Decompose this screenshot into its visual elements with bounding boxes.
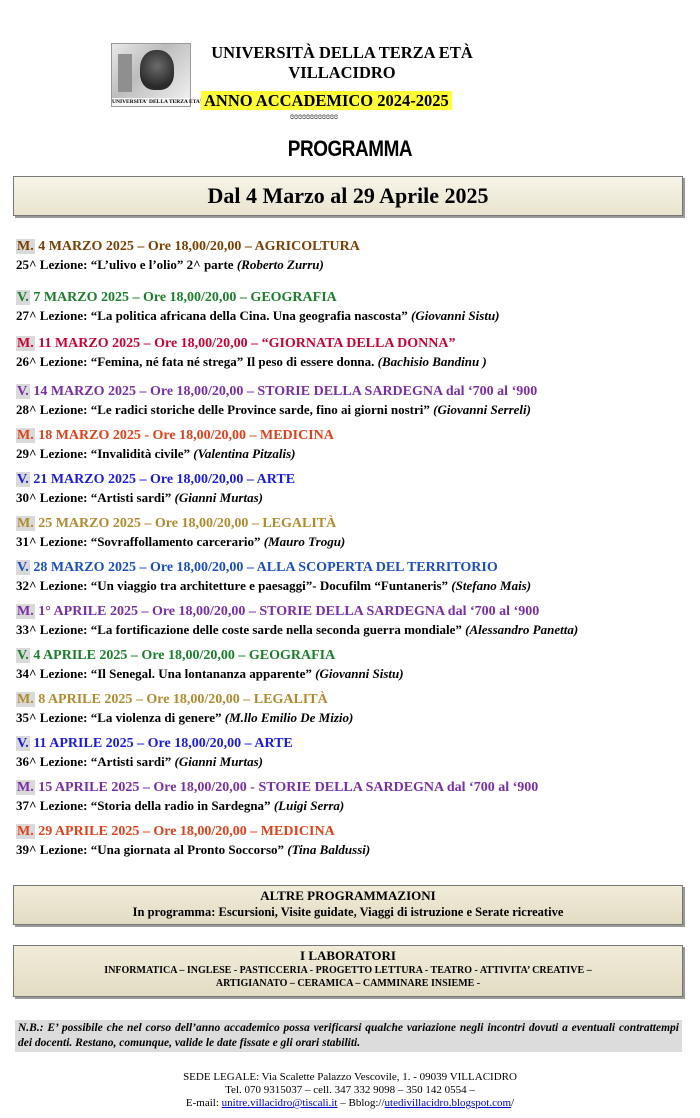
lesson-date-topic: 4 MARZO 2025 – Ore 18,00/20,00 – AGRICOLTURA — [34, 239, 360, 254]
lesson-date-line — [16, 647, 688, 665]
labs-title: I LABORATORI — [300, 948, 396, 963]
university-logo — [111, 43, 202, 107]
blog-label: – Bblog:// — [337, 1097, 385, 1109]
lesson-title: 30^ Lezione: “Artisti sardi” — [16, 490, 175, 505]
lesson-title: 37^ Lezione: “Storia della radio in Sardegna” — [16, 798, 274, 813]
weekday-label: V. — [17, 648, 29, 663]
lesson-date-line — [16, 823, 688, 841]
lesson-title-line — [16, 307, 688, 325]
lesson-date-line — [16, 427, 688, 445]
period-banner: Dal 4 Marzo al 29 Aprile 2025 — [13, 176, 683, 216]
logo-portrait — [140, 50, 174, 90]
lesson-title-line — [16, 577, 688, 595]
footer-address: SEDE LEGALE: Via Scalette Palazzo Vescovile, 1. - 09039 VILLACIDRO — [183, 1071, 517, 1083]
lesson-date-line — [16, 603, 688, 621]
weekday-label: V. — [17, 472, 29, 487]
weekday-label: V. — [17, 290, 29, 305]
weekday-label: M. — [17, 604, 34, 619]
lesson-title: 35^ Lezione: “La violenza di genere” — [16, 710, 225, 725]
lesson-date-topic: 4 APRILE 2025 – Ore 18,00/20,00 – GEOGRAFIA — [29, 648, 336, 663]
lesson-date-line — [16, 559, 688, 577]
lesson-date-line — [16, 335, 688, 353]
lesson-teacher: (Bachisio Bandinu ) — [377, 354, 487, 369]
program-title: PROGRAMMA — [287, 136, 413, 161]
lesson-teacher: (Gianni Murtas) — [174, 754, 263, 769]
lesson-title-line — [16, 401, 688, 419]
lesson-date-topic: 21 MARZO 2025 – Ore 18,00/20,00 – ARTE — [29, 472, 296, 487]
lesson-title-line — [16, 533, 688, 551]
lesson-date-topic: 8 APRILE 2025 – Ore 18,00/20,00 – LEGALITÀ — [34, 692, 328, 707]
other-programs-title: ALTRE PROGRAMMAZIONI — [260, 888, 436, 903]
lesson-date-line — [16, 383, 688, 401]
lesson-title-line — [16, 621, 688, 639]
lesson-entry — [16, 559, 688, 595]
labs-line-2: ARTIGIANATO – CERAMICA – CAMMINARE INSIEME - — [215, 978, 481, 989]
weekday-label: V. — [17, 560, 29, 575]
lesson-date-line — [16, 238, 688, 256]
footer — [0, 1071, 700, 1110]
lesson-title: 33^ Lezione: “La fortificazione delle coste sarde nella seconda guerra mondiale” — [16, 622, 466, 637]
lesson-title: 36^ Lezione: “Artisti sardi” — [16, 754, 175, 769]
academic-year: ANNO ACCADEMICO 2024-2025 — [201, 91, 452, 110]
lesson-title-line — [16, 353, 688, 371]
lesson-date-topic: 14 MARZO 2025 – Ore 18,00/20,00 – STORIE DELLA SARDEGNA dal ‘700 al ‘900 — [29, 384, 538, 399]
lesson-date-line — [16, 471, 688, 489]
university-name: UNIVERSITÀ DELLA TERZA ETÀ — [211, 43, 473, 62]
lesson-date-topic: 7 MARZO 2025 – Ore 18,00/20,00 – GEOGRAFIA — [29, 290, 337, 305]
email-link[interactable]: unitre.villacidro@tiscali.it — [221, 1097, 338, 1109]
lesson-title: 27^ Lezione: “La politica africana della Cina. Una geografia nascosta” — [16, 308, 412, 323]
weekday-label: V. — [17, 736, 29, 751]
other-programs-text: In programma: Escursioni, Visite guidate, Viaggi di istruzione e Serate ricreative — [132, 905, 564, 919]
weekday-label: M. — [17, 516, 34, 531]
lesson-teacher: (Giovanni Sistu) — [411, 308, 500, 323]
footer-phones: Tel. 070 9315037 – cell. 347 332 9098 – 350 142 0554 – — [225, 1084, 475, 1096]
lesson-date-line — [16, 289, 688, 307]
weekday-label: M. — [17, 428, 34, 443]
lesson-title-line — [16, 489, 688, 507]
lesson-title-line — [16, 841, 688, 859]
city-name: VILLACIDRO — [288, 63, 396, 82]
logo-pillar — [118, 54, 132, 92]
lesson-title-line — [16, 256, 688, 274]
blog-link[interactable]: utedivillacidro.blogspot.com — [384, 1097, 512, 1109]
lesson-date-topic: 11 APRILE 2025 – Ore 18,00/20,00 – ARTE — [29, 736, 293, 751]
lesson-date-topic: 18 MARZO 2025 - Ore 18,00/20,00 – MEDICINA — [34, 428, 334, 443]
lesson-teacher: (Roberto Zurru) — [236, 257, 324, 272]
weekday-label: M. — [17, 336, 34, 351]
lesson-entry — [16, 238, 688, 274]
lesson-teacher: (Giovanni Sistu) — [315, 666, 404, 681]
lesson-title-line — [16, 797, 688, 815]
lesson-title-line — [16, 445, 688, 463]
ornament-divider: ɞɞɞɞɞɞɞɞɞɞɞɞ — [290, 111, 338, 121]
lesson-teacher: (Luigi Serra) — [273, 798, 345, 813]
logo-caption: UNIVERSITA' DELLA TERZA ETA' — [112, 99, 202, 105]
lesson-title: 34^ Lezione: “Il Senegal. Una lontananza apparente” — [16, 666, 316, 681]
lesson-title-line — [16, 665, 688, 683]
lesson-entry — [16, 823, 688, 859]
other-programs-box — [13, 885, 683, 925]
lesson-entry — [16, 779, 688, 815]
lesson-date-line — [16, 691, 688, 709]
lesson-title: 28^ Lezione: “Le radici storiche delle Province sarde, fino ai giorni nostri” — [16, 402, 434, 417]
lesson-date-topic: 28 MARZO 2025 – Ore 18,00/20,00 – ALLA SCOPERTA DEL TERRITORIO — [29, 560, 498, 575]
lesson-teacher: (Gianni Murtas) — [174, 490, 263, 505]
weekday-label: M. — [17, 824, 34, 839]
lesson-date-topic: 1° APRILE 2025 – Ore 18,00/20,00 – STORIE DELLA SARDEGNA dal ‘700 al ‘900 — [34, 604, 540, 619]
lesson-teacher: (Mauro Trogu) — [263, 534, 346, 549]
lesson-title: 26^ Lezione: “Femina, né fata né strega” Il peso di essere donna. — [16, 354, 378, 369]
weekday-label: M. — [17, 780, 34, 795]
email-label: E-mail: — [185, 1097, 222, 1109]
lesson-teacher: (Stefano Mais) — [451, 578, 532, 593]
lesson-date-topic: 15 APRILE 2025 – Ore 18,00/20,00 - STORIE DELLA SARDEGNA dal ‘700 al ‘900 — [34, 780, 539, 795]
lesson-teacher: (Valentina Pitzalis) — [193, 446, 296, 461]
lesson-teacher: (M.llo Emilio De Mizio) — [224, 710, 354, 725]
lesson-date-line — [16, 515, 688, 533]
lesson-title: 39^ Lezione: “Una giornata al Pronto Soccorso” — [16, 842, 288, 857]
footer-contacts — [0, 1097, 700, 1110]
lesson-date-line — [16, 735, 688, 753]
lesson-entry — [16, 383, 688, 419]
lesson-entry — [16, 603, 688, 639]
lesson-entry — [16, 471, 688, 507]
lesson-title: 25^ Lezione: “L’ulivo e l’olio” 2^ parte — [16, 257, 237, 272]
lesson-entry — [16, 691, 688, 727]
blog-end: / — [511, 1097, 515, 1109]
weekday-label: M. — [17, 692, 34, 707]
lesson-teacher: (Tina Baldussi) — [287, 842, 371, 857]
disclaimer-note: N.B.: E’ possibile che nel corso dell’anno accademico possa verificarsi qualche variazione negli incontri dovuti a eventuali contrattempi dei docenti. Restano, comunque, valide le date fissate e gli orari stabiliti. — [15, 1020, 682, 1052]
labs-box — [13, 945, 683, 997]
lesson-date-topic: 25 MARZO 2025 – Ore 18,00/20,00 – LEGALITÀ — [34, 516, 337, 531]
lesson-teacher: (Alessandro Panetta) — [465, 622, 579, 637]
lesson-title: 32^ Lezione: “Un viaggio tra architetture e paesaggi”- Docufilm “Funtaneris” — [16, 578, 452, 593]
lesson-entry — [16, 647, 688, 683]
lesson-title-line — [16, 753, 688, 771]
lesson-date-line — [16, 779, 688, 797]
lesson-date-topic: 11 MARZO 2025 – Ore 18,00/20,00 – “GIORNATA DELLA DONNA” — [34, 336, 456, 351]
lesson-entry — [16, 335, 688, 371]
weekday-label: V. — [17, 384, 29, 399]
lesson-entry — [16, 427, 688, 463]
labs-line-1: INFORMATICA – INGLESE - PASTICCERIA - PROGETTO LETTURA - TEATRO - ATTIVITA’ CREATIVE – — [104, 965, 592, 976]
lesson-entry — [16, 289, 688, 325]
lesson-entry — [16, 515, 688, 551]
lesson-entry — [16, 735, 688, 771]
lesson-teacher: (Giovanni Serreli) — [433, 402, 531, 417]
lesson-title: 31^ Lezione: “Sovraffollamento carcerario” — [16, 534, 264, 549]
lesson-title-line — [16, 709, 688, 727]
lesson-title: 29^ Lezione: “Invalidità civile” — [16, 446, 194, 461]
weekday-label: M. — [17, 239, 34, 254]
lesson-date-topic: 29 APRILE 2025 – Ore 18,00/20,00 – MEDICINA — [34, 824, 335, 839]
